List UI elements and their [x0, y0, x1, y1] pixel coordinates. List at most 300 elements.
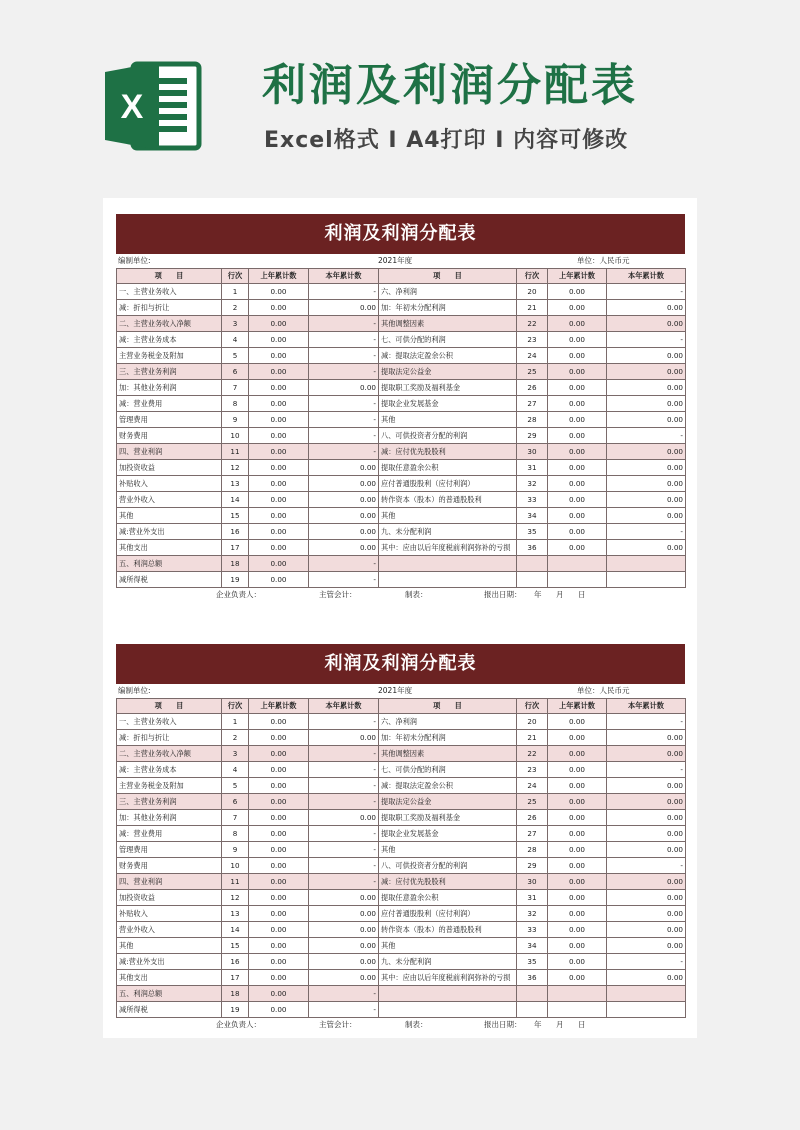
- right-prev-cell[interactable]: [548, 572, 607, 588]
- left-prev-cell[interactable]: 0.00: [249, 332, 309, 348]
- right-cur-cell[interactable]: 0.00: [607, 778, 686, 794]
- right-cur-cell[interactable]: [607, 1002, 686, 1018]
- left-row-no-cell[interactable]: 3: [222, 746, 249, 762]
- left-cur-cell[interactable]: 0.00: [309, 540, 379, 556]
- right-cur-cell[interactable]: -: [607, 714, 686, 730]
- right-cur-cell[interactable]: 0.00: [607, 906, 686, 922]
- right-cur-cell[interactable]: 0.00: [607, 746, 686, 762]
- left-prev-cell[interactable]: 0.00: [249, 746, 309, 762]
- right-item-cell[interactable]: 其他: [379, 508, 517, 524]
- right-item-cell[interactable]: [379, 572, 517, 588]
- right-item-cell[interactable]: [379, 556, 517, 572]
- left-prev-cell[interactable]: 0.00: [249, 842, 309, 858]
- left-item-cell[interactable]: 加：其他业务利润: [117, 380, 222, 396]
- right-item-cell[interactable]: 提取职工奖励及福利基金: [379, 810, 517, 826]
- left-cur-cell[interactable]: -: [309, 714, 379, 730]
- right-cur-cell[interactable]: 0.00: [607, 874, 686, 890]
- left-row-no-cell[interactable]: 4: [222, 762, 249, 778]
- right-cur-cell[interactable]: [607, 556, 686, 572]
- left-row-no-cell[interactable]: 2: [222, 730, 249, 746]
- left-item-cell[interactable]: 五、利润总额: [117, 556, 222, 572]
- left-item-cell[interactable]: 其他: [117, 938, 222, 954]
- left-cur-cell[interactable]: 0.00: [309, 730, 379, 746]
- left-prev-cell[interactable]: 0.00: [249, 938, 309, 954]
- right-prev-cell[interactable]: 0.00: [548, 922, 607, 938]
- left-row-no-cell[interactable]: 14: [222, 922, 249, 938]
- right-item-cell[interactable]: 六、净利润: [379, 714, 517, 730]
- left-prev-cell[interactable]: 0.00: [249, 572, 309, 588]
- left-cur-cell[interactable]: 0.00: [309, 970, 379, 986]
- right-prev-cell[interactable]: [548, 986, 607, 1002]
- right-row-no-cell[interactable]: 21: [517, 300, 548, 316]
- right-row-no-cell[interactable]: 29: [517, 858, 548, 874]
- left-cur-cell[interactable]: -: [309, 556, 379, 572]
- left-row-no-cell[interactable]: 17: [222, 540, 249, 556]
- right-prev-cell[interactable]: 0.00: [548, 954, 607, 970]
- right-cur-cell[interactable]: 0.00: [607, 412, 686, 428]
- left-item-cell[interactable]: 补贴收入: [117, 906, 222, 922]
- left-cur-cell[interactable]: -: [309, 858, 379, 874]
- left-prev-cell[interactable]: 0.00: [249, 492, 309, 508]
- right-prev-cell[interactable]: 0.00: [548, 810, 607, 826]
- right-row-no-cell[interactable]: 28: [517, 412, 548, 428]
- left-row-no-cell[interactable]: 6: [222, 364, 249, 380]
- left-cur-cell[interactable]: 0.00: [309, 300, 379, 316]
- left-cur-cell[interactable]: -: [309, 428, 379, 444]
- right-cur-cell[interactable]: 0.00: [607, 540, 686, 556]
- right-row-no-cell[interactable]: 26: [517, 810, 548, 826]
- right-cur-cell[interactable]: 0.00: [607, 316, 686, 332]
- right-row-no-cell[interactable]: 29: [517, 428, 548, 444]
- left-item-cell[interactable]: 减：主营业务成本: [117, 762, 222, 778]
- right-cur-cell[interactable]: 0.00: [607, 794, 686, 810]
- right-item-cell[interactable]: 其他调整因素: [379, 316, 517, 332]
- right-row-no-cell[interactable]: [517, 986, 548, 1002]
- left-item-cell[interactable]: 其他支出: [117, 540, 222, 556]
- left-cur-cell[interactable]: 0.00: [309, 810, 379, 826]
- right-cur-cell[interactable]: 0.00: [607, 476, 686, 492]
- left-prev-cell[interactable]: 0.00: [249, 858, 309, 874]
- left-prev-cell[interactable]: 0.00: [249, 890, 309, 906]
- left-item-cell[interactable]: 加：其他业务利润: [117, 810, 222, 826]
- right-row-no-cell[interactable]: 36: [517, 540, 548, 556]
- left-item-cell[interactable]: 三、主营业务利润: [117, 364, 222, 380]
- right-row-no-cell[interactable]: 34: [517, 508, 548, 524]
- right-row-no-cell[interactable]: 22: [517, 746, 548, 762]
- right-cur-cell[interactable]: 0.00: [607, 444, 686, 460]
- right-prev-cell[interactable]: [548, 1002, 607, 1018]
- left-cur-cell[interactable]: 0.00: [309, 476, 379, 492]
- left-row-no-cell[interactable]: 12: [222, 460, 249, 476]
- left-cur-cell[interactable]: -: [309, 332, 379, 348]
- right-cur-cell[interactable]: -: [607, 524, 686, 540]
- right-cur-cell[interactable]: 0.00: [607, 730, 686, 746]
- left-row-no-cell[interactable]: 19: [222, 572, 249, 588]
- right-row-no-cell[interactable]: 35: [517, 524, 548, 540]
- left-row-no-cell[interactable]: 16: [222, 524, 249, 540]
- right-cur-cell[interactable]: 0.00: [607, 396, 686, 412]
- right-item-cell[interactable]: 提取企业发展基金: [379, 396, 517, 412]
- left-row-no-cell[interactable]: 8: [222, 396, 249, 412]
- right-row-no-cell[interactable]: 21: [517, 730, 548, 746]
- right-cur-cell[interactable]: -: [607, 858, 686, 874]
- left-prev-cell[interactable]: 0.00: [249, 348, 309, 364]
- right-cur-cell[interactable]: [607, 986, 686, 1002]
- right-prev-cell[interactable]: 0.00: [548, 540, 607, 556]
- left-cur-cell[interactable]: -: [309, 762, 379, 778]
- left-row-no-cell[interactable]: 5: [222, 348, 249, 364]
- right-item-cell[interactable]: 提取企业发展基金: [379, 826, 517, 842]
- left-cur-cell[interactable]: -: [309, 284, 379, 300]
- left-prev-cell[interactable]: 0.00: [249, 954, 309, 970]
- right-prev-cell[interactable]: 0.00: [548, 460, 607, 476]
- right-item-cell[interactable]: 七、可供分配的利润: [379, 332, 517, 348]
- left-row-no-cell[interactable]: 7: [222, 380, 249, 396]
- right-prev-cell[interactable]: 0.00: [548, 348, 607, 364]
- left-prev-cell[interactable]: 0.00: [249, 300, 309, 316]
- left-prev-cell[interactable]: 0.00: [249, 460, 309, 476]
- left-item-cell[interactable]: 管理费用: [117, 842, 222, 858]
- left-row-no-cell[interactable]: 18: [222, 986, 249, 1002]
- left-cur-cell[interactable]: -: [309, 842, 379, 858]
- right-prev-cell[interactable]: [548, 556, 607, 572]
- right-row-no-cell[interactable]: [517, 572, 548, 588]
- right-prev-cell[interactable]: 0.00: [548, 476, 607, 492]
- right-prev-cell[interactable]: 0.00: [548, 938, 607, 954]
- right-prev-cell[interactable]: 0.00: [548, 412, 607, 428]
- right-prev-cell[interactable]: 0.00: [548, 364, 607, 380]
- right-row-no-cell[interactable]: 23: [517, 332, 548, 348]
- right-cur-cell[interactable]: 0.00: [607, 364, 686, 380]
- left-prev-cell[interactable]: 0.00: [249, 540, 309, 556]
- left-prev-cell[interactable]: 0.00: [249, 874, 309, 890]
- right-cur-cell[interactable]: 0.00: [607, 826, 686, 842]
- right-item-cell[interactable]: 九、未分配利润: [379, 954, 517, 970]
- right-item-cell[interactable]: 减：提取法定盈余公积: [379, 348, 517, 364]
- right-row-no-cell[interactable]: [517, 1002, 548, 1018]
- left-prev-cell[interactable]: 0.00: [249, 922, 309, 938]
- right-row-no-cell[interactable]: 25: [517, 794, 548, 810]
- right-prev-cell[interactable]: 0.00: [548, 874, 607, 890]
- left-prev-cell[interactable]: 0.00: [249, 364, 309, 380]
- right-row-no-cell[interactable]: 34: [517, 938, 548, 954]
- right-cur-cell[interactable]: 0.00: [607, 508, 686, 524]
- right-prev-cell[interactable]: 0.00: [548, 508, 607, 524]
- left-cur-cell[interactable]: -: [309, 1002, 379, 1018]
- right-row-no-cell[interactable]: [517, 556, 548, 572]
- right-prev-cell[interactable]: 0.00: [548, 714, 607, 730]
- left-item-cell[interactable]: 财务费用: [117, 428, 222, 444]
- left-row-no-cell[interactable]: 13: [222, 906, 249, 922]
- right-row-no-cell[interactable]: 23: [517, 762, 548, 778]
- left-prev-cell[interactable]: 0.00: [249, 730, 309, 746]
- left-item-cell[interactable]: 一、主营业务收入: [117, 284, 222, 300]
- left-item-cell[interactable]: 减：营业费用: [117, 396, 222, 412]
- right-prev-cell[interactable]: 0.00: [548, 906, 607, 922]
- left-cur-cell[interactable]: 0.00: [309, 906, 379, 922]
- left-cur-cell[interactable]: 0.00: [309, 938, 379, 954]
- right-row-no-cell[interactable]: 22: [517, 316, 548, 332]
- left-item-cell[interactable]: 加投资收益: [117, 890, 222, 906]
- right-row-no-cell[interactable]: 35: [517, 954, 548, 970]
- right-prev-cell[interactable]: 0.00: [548, 778, 607, 794]
- right-cur-cell[interactable]: -: [607, 284, 686, 300]
- right-row-no-cell[interactable]: 33: [517, 492, 548, 508]
- left-cur-cell[interactable]: 0.00: [309, 460, 379, 476]
- left-item-cell[interactable]: 主营业务税金及附加: [117, 348, 222, 364]
- right-cur-cell[interactable]: 0.00: [607, 348, 686, 364]
- left-prev-cell[interactable]: 0.00: [249, 476, 309, 492]
- left-row-no-cell[interactable]: 7: [222, 810, 249, 826]
- left-cur-cell[interactable]: -: [309, 316, 379, 332]
- right-prev-cell[interactable]: 0.00: [548, 524, 607, 540]
- right-row-no-cell[interactable]: 31: [517, 460, 548, 476]
- left-row-no-cell[interactable]: 3: [222, 316, 249, 332]
- left-row-no-cell[interactable]: 8: [222, 826, 249, 842]
- right-prev-cell[interactable]: 0.00: [548, 332, 607, 348]
- right-prev-cell[interactable]: 0.00: [548, 396, 607, 412]
- right-cur-cell[interactable]: -: [607, 954, 686, 970]
- right-item-cell[interactable]: 七、可供分配的利润: [379, 762, 517, 778]
- left-cur-cell[interactable]: -: [309, 778, 379, 794]
- left-row-no-cell[interactable]: 5: [222, 778, 249, 794]
- right-item-cell[interactable]: 其他: [379, 842, 517, 858]
- right-row-no-cell[interactable]: 24: [517, 778, 548, 794]
- left-prev-cell[interactable]: 0.00: [249, 762, 309, 778]
- left-prev-cell[interactable]: 0.00: [249, 412, 309, 428]
- left-cur-cell[interactable]: 0.00: [309, 524, 379, 540]
- left-row-no-cell[interactable]: 18: [222, 556, 249, 572]
- right-prev-cell[interactable]: 0.00: [548, 970, 607, 986]
- left-cur-cell[interactable]: 0.00: [309, 380, 379, 396]
- left-row-no-cell[interactable]: 10: [222, 428, 249, 444]
- right-item-cell[interactable]: 八、可供投资者分配的利润: [379, 858, 517, 874]
- right-item-cell[interactable]: 转作资本（股本）的普通股股利: [379, 922, 517, 938]
- right-cur-cell[interactable]: 0.00: [607, 938, 686, 954]
- right-prev-cell[interactable]: 0.00: [548, 858, 607, 874]
- left-cur-cell[interactable]: -: [309, 396, 379, 412]
- right-item-cell[interactable]: 加：年初未分配利润: [379, 300, 517, 316]
- left-item-cell[interactable]: 其他: [117, 508, 222, 524]
- left-item-cell[interactable]: 二、主营业务收入净额: [117, 746, 222, 762]
- left-cur-cell[interactable]: -: [309, 348, 379, 364]
- right-item-cell[interactable]: 其他调整因素: [379, 746, 517, 762]
- right-prev-cell[interactable]: 0.00: [548, 762, 607, 778]
- right-cur-cell[interactable]: 0.00: [607, 890, 686, 906]
- right-item-cell[interactable]: [379, 986, 517, 1002]
- right-row-no-cell[interactable]: 26: [517, 380, 548, 396]
- right-prev-cell[interactable]: 0.00: [548, 890, 607, 906]
- right-cur-cell[interactable]: 0.00: [607, 300, 686, 316]
- right-row-no-cell[interactable]: 24: [517, 348, 548, 364]
- left-prev-cell[interactable]: 0.00: [249, 428, 309, 444]
- right-item-cell[interactable]: 九、未分配利润: [379, 524, 517, 540]
- right-cur-cell[interactable]: -: [607, 332, 686, 348]
- right-item-cell[interactable]: 提取法定公益金: [379, 794, 517, 810]
- right-prev-cell[interactable]: 0.00: [548, 492, 607, 508]
- right-cur-cell[interactable]: 0.00: [607, 842, 686, 858]
- right-row-no-cell[interactable]: 20: [517, 714, 548, 730]
- right-item-cell[interactable]: 八、可供投资者分配的利润: [379, 428, 517, 444]
- left-item-cell[interactable]: 四、营业利润: [117, 444, 222, 460]
- left-prev-cell[interactable]: 0.00: [249, 794, 309, 810]
- left-row-no-cell[interactable]: 17: [222, 970, 249, 986]
- right-cur-cell[interactable]: 0.00: [607, 810, 686, 826]
- left-item-cell[interactable]: 减所得税: [117, 572, 222, 588]
- left-row-no-cell[interactable]: 1: [222, 284, 249, 300]
- right-row-no-cell[interactable]: 33: [517, 922, 548, 938]
- left-row-no-cell[interactable]: 4: [222, 332, 249, 348]
- left-row-no-cell[interactable]: 12: [222, 890, 249, 906]
- left-cur-cell[interactable]: -: [309, 412, 379, 428]
- right-cur-cell[interactable]: -: [607, 428, 686, 444]
- right-prev-cell[interactable]: 0.00: [548, 428, 607, 444]
- left-cur-cell[interactable]: 0.00: [309, 890, 379, 906]
- left-cur-cell[interactable]: -: [309, 826, 379, 842]
- left-cur-cell[interactable]: -: [309, 572, 379, 588]
- right-prev-cell[interactable]: 0.00: [548, 444, 607, 460]
- right-item-cell[interactable]: 六、净利润: [379, 284, 517, 300]
- left-prev-cell[interactable]: 0.00: [249, 396, 309, 412]
- right-item-cell[interactable]: 提取职工奖励及福利基金: [379, 380, 517, 396]
- right-item-cell[interactable]: 其他: [379, 412, 517, 428]
- left-prev-cell[interactable]: 0.00: [249, 284, 309, 300]
- right-prev-cell[interactable]: 0.00: [548, 794, 607, 810]
- left-prev-cell[interactable]: 0.00: [249, 524, 309, 540]
- left-cur-cell[interactable]: -: [309, 794, 379, 810]
- right-item-cell[interactable]: 其中：应由以后年度税前利润弥补的亏损: [379, 540, 517, 556]
- left-item-cell[interactable]: 三、主营业务利润: [117, 794, 222, 810]
- right-prev-cell[interactable]: 0.00: [548, 826, 607, 842]
- left-prev-cell[interactable]: 0.00: [249, 970, 309, 986]
- left-cur-cell[interactable]: 0.00: [309, 922, 379, 938]
- left-item-cell[interactable]: 减:营业外支出: [117, 524, 222, 540]
- left-item-cell[interactable]: 管理费用: [117, 412, 222, 428]
- right-item-cell[interactable]: 减：应付优先股股利: [379, 444, 517, 460]
- right-prev-cell[interactable]: 0.00: [548, 842, 607, 858]
- right-prev-cell[interactable]: 0.00: [548, 380, 607, 396]
- left-item-cell[interactable]: 减：折扣与折让: [117, 730, 222, 746]
- left-item-cell[interactable]: 二、主营业务收入净额: [117, 316, 222, 332]
- right-item-cell[interactable]: 减：提取法定盈余公积: [379, 778, 517, 794]
- left-row-no-cell[interactable]: 9: [222, 412, 249, 428]
- left-item-cell[interactable]: 减：营业费用: [117, 826, 222, 842]
- left-prev-cell[interactable]: 0.00: [249, 778, 309, 794]
- left-item-cell[interactable]: 主营业务税金及附加: [117, 778, 222, 794]
- left-item-cell[interactable]: 加投资收益: [117, 460, 222, 476]
- left-row-no-cell[interactable]: 14: [222, 492, 249, 508]
- left-cur-cell[interactable]: 0.00: [309, 508, 379, 524]
- right-prev-cell[interactable]: 0.00: [548, 316, 607, 332]
- left-prev-cell[interactable]: 0.00: [249, 380, 309, 396]
- left-cur-cell[interactable]: -: [309, 746, 379, 762]
- right-row-no-cell[interactable]: 32: [517, 476, 548, 492]
- left-cur-cell[interactable]: -: [309, 444, 379, 460]
- left-cur-cell[interactable]: 0.00: [309, 492, 379, 508]
- left-row-no-cell[interactable]: 13: [222, 476, 249, 492]
- right-row-no-cell[interactable]: 27: [517, 826, 548, 842]
- left-row-no-cell[interactable]: 11: [222, 444, 249, 460]
- left-item-cell[interactable]: 四、营业利润: [117, 874, 222, 890]
- left-row-no-cell[interactable]: 11: [222, 874, 249, 890]
- left-cur-cell[interactable]: 0.00: [309, 954, 379, 970]
- right-item-cell[interactable]: 应付普通股股利（应付利润）: [379, 906, 517, 922]
- left-row-no-cell[interactable]: 2: [222, 300, 249, 316]
- right-prev-cell[interactable]: 0.00: [548, 746, 607, 762]
- left-item-cell[interactable]: 五、利润总额: [117, 986, 222, 1002]
- right-cur-cell[interactable]: [607, 572, 686, 588]
- right-item-cell[interactable]: 加：年初未分配利润: [379, 730, 517, 746]
- left-item-cell[interactable]: 营业外收入: [117, 492, 222, 508]
- left-prev-cell[interactable]: 0.00: [249, 556, 309, 572]
- right-cur-cell[interactable]: -: [607, 762, 686, 778]
- right-row-no-cell[interactable]: 28: [517, 842, 548, 858]
- right-item-cell[interactable]: 其中：应由以后年度税前利润弥补的亏损: [379, 970, 517, 986]
- left-item-cell[interactable]: 减:营业外支出: [117, 954, 222, 970]
- left-prev-cell[interactable]: 0.00: [249, 508, 309, 524]
- right-item-cell[interactable]: 转作资本（股本）的普通股股利: [379, 492, 517, 508]
- right-row-no-cell[interactable]: 25: [517, 364, 548, 380]
- left-item-cell[interactable]: 营业外收入: [117, 922, 222, 938]
- right-row-no-cell[interactable]: 32: [517, 906, 548, 922]
- right-prev-cell[interactable]: 0.00: [548, 730, 607, 746]
- right-row-no-cell[interactable]: 30: [517, 444, 548, 460]
- left-row-no-cell[interactable]: 16: [222, 954, 249, 970]
- right-item-cell[interactable]: 其他: [379, 938, 517, 954]
- left-row-no-cell[interactable]: 15: [222, 938, 249, 954]
- left-cur-cell[interactable]: -: [309, 364, 379, 380]
- left-item-cell[interactable]: 财务费用: [117, 858, 222, 874]
- right-prev-cell[interactable]: 0.00: [548, 284, 607, 300]
- right-cur-cell[interactable]: 0.00: [607, 922, 686, 938]
- right-item-cell[interactable]: 提取法定公益金: [379, 364, 517, 380]
- left-item-cell[interactable]: 其他支出: [117, 970, 222, 986]
- right-item-cell[interactable]: [379, 1002, 517, 1018]
- left-prev-cell[interactable]: 0.00: [249, 906, 309, 922]
- left-prev-cell[interactable]: 0.00: [249, 810, 309, 826]
- left-prev-cell[interactable]: 0.00: [249, 316, 309, 332]
- left-cur-cell[interactable]: -: [309, 986, 379, 1002]
- right-cur-cell[interactable]: 0.00: [607, 492, 686, 508]
- left-item-cell[interactable]: 减：折扣与折让: [117, 300, 222, 316]
- left-prev-cell[interactable]: 0.00: [249, 986, 309, 1002]
- right-cur-cell[interactable]: 0.00: [607, 970, 686, 986]
- left-row-no-cell[interactable]: 19: [222, 1002, 249, 1018]
- left-row-no-cell[interactable]: 6: [222, 794, 249, 810]
- right-row-no-cell[interactable]: 27: [517, 396, 548, 412]
- right-item-cell[interactable]: 减：应付优先股股利: [379, 874, 517, 890]
- left-row-no-cell[interactable]: 1: [222, 714, 249, 730]
- left-prev-cell[interactable]: 0.00: [249, 444, 309, 460]
- left-prev-cell[interactable]: 0.00: [249, 1002, 309, 1018]
- left-row-no-cell[interactable]: 9: [222, 842, 249, 858]
- right-row-no-cell[interactable]: 36: [517, 970, 548, 986]
- left-prev-cell[interactable]: 0.00: [249, 714, 309, 730]
- left-item-cell[interactable]: 减所得税: [117, 1002, 222, 1018]
- right-row-no-cell[interactable]: 30: [517, 874, 548, 890]
- right-prev-cell[interactable]: 0.00: [548, 300, 607, 316]
- right-cur-cell[interactable]: 0.00: [607, 460, 686, 476]
- left-item-cell[interactable]: 一、主营业务收入: [117, 714, 222, 730]
- right-row-no-cell[interactable]: 20: [517, 284, 548, 300]
- left-row-no-cell[interactable]: 15: [222, 508, 249, 524]
- right-item-cell[interactable]: 提取任意盈余公积: [379, 460, 517, 476]
- left-row-no-cell[interactable]: 10: [222, 858, 249, 874]
- right-row-no-cell[interactable]: 31: [517, 890, 548, 906]
- right-item-cell[interactable]: 应付普通股股利（应付利润）: [379, 476, 517, 492]
- left-item-cell[interactable]: 补贴收入: [117, 476, 222, 492]
- left-prev-cell[interactable]: 0.00: [249, 826, 309, 842]
